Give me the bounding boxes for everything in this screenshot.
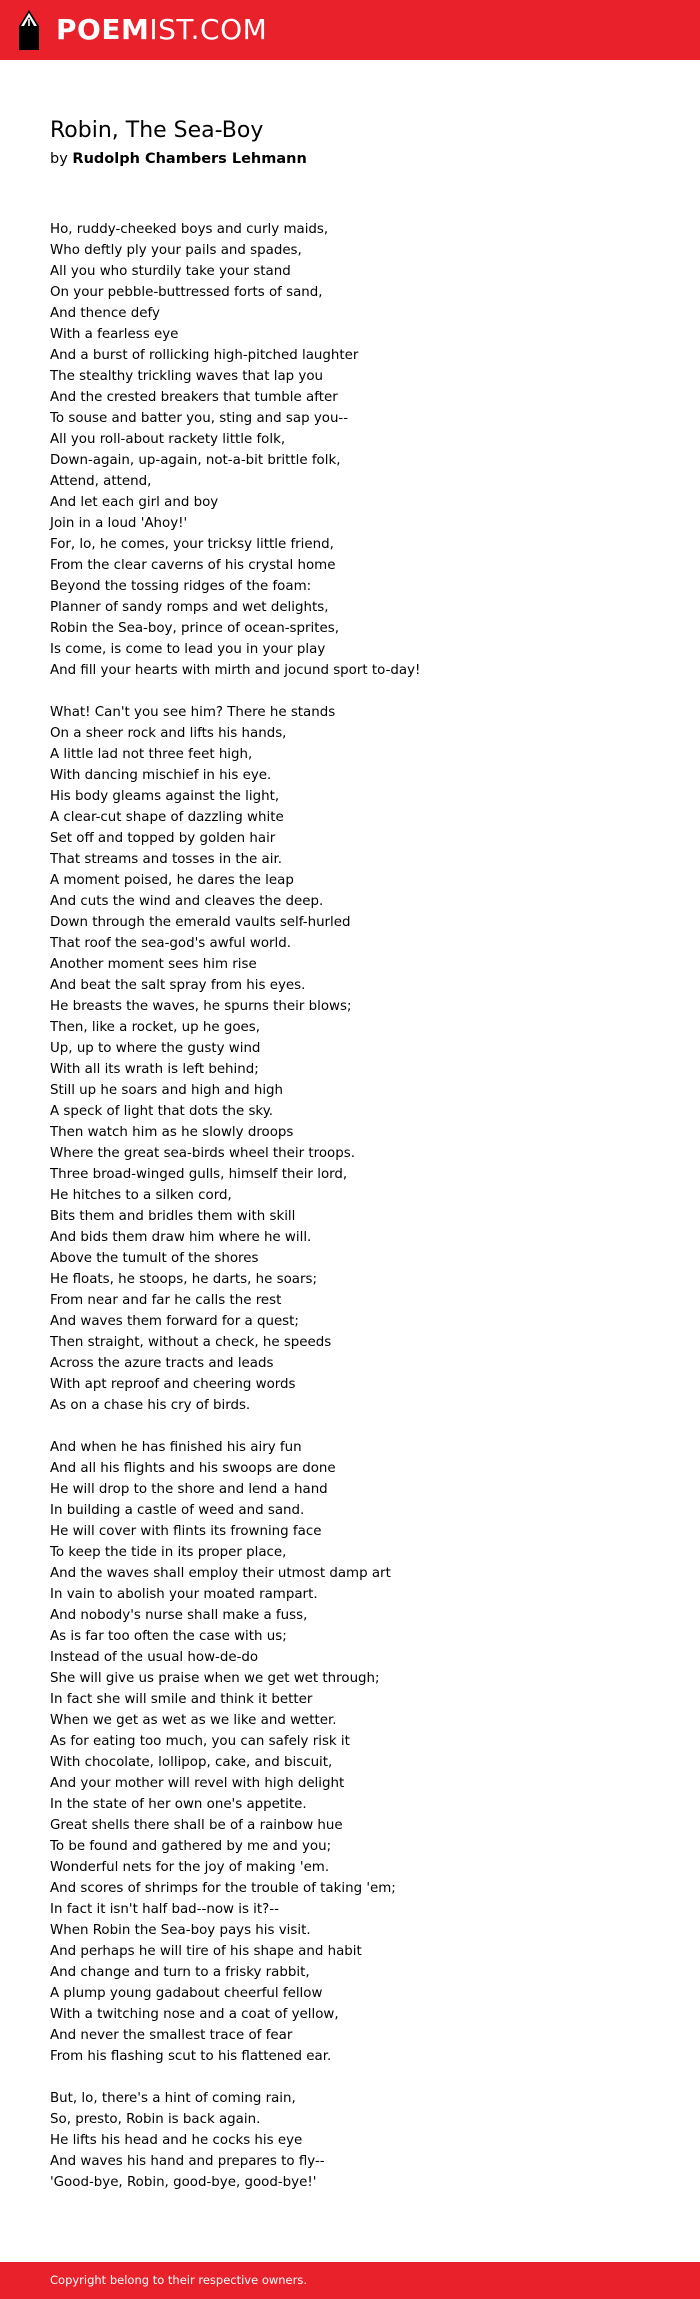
poem-line: But, lo, there's a hint of coming rain, <box>50 2091 296 2106</box>
poem-line: And never the smallest trace of fear <box>50 2028 293 2043</box>
byline <box>50 149 670 169</box>
poem-line: His body gleams against the light, <box>50 789 280 804</box>
site-header <box>0 0 700 60</box>
poem-line: Another moment sees him rise <box>50 957 257 972</box>
poem-line: A moment poised, he dares the leap <box>50 873 294 888</box>
poem-line: Above the tumult of the shores <box>50 1251 259 1266</box>
poem-line: A little lad not three feet high, <box>50 747 253 762</box>
poem-line: Then watch him as he slowly droops <box>50 1125 294 1140</box>
poem-line: Three broad-winged gulls, himself their lord, <box>50 1167 348 1182</box>
poem-line: And the waves shall employ their utmost damp art <box>50 1566 391 1581</box>
poem-line: And let each girl and boy <box>50 495 219 510</box>
poem-line: In building a castle of weed and sand. <box>50 1503 305 1518</box>
poem-line: With all its wrath is left behind; <box>50 1062 259 1077</box>
poem-line: In fact it isn't half bad--now is it?-- <box>50 1902 279 1917</box>
poem-line: On your pebble-buttressed forts of sand, <box>50 285 323 300</box>
poem-line: She will give us praise when we get wet through; <box>50 1671 380 1686</box>
poem-line: From the clear caverns of his crystal home <box>50 558 336 573</box>
poem-line: Attend, attend, <box>50 474 152 489</box>
poem-line: 'Good-bye, Robin, good-bye, good-bye!' <box>50 2175 317 2190</box>
poem-line: When we get as wet as we like and wetter. <box>50 1713 337 1728</box>
poem-line: He will drop to the shore and lend a hand <box>50 1482 328 1497</box>
poem-line: He floats, he stoops, he darts, he soars; <box>50 1272 318 1287</box>
poem-line: Then straight, without a check, he speeds <box>50 1335 332 1350</box>
poem-line: From near and far he calls the rest <box>50 1293 282 1308</box>
poem-line: Instead of the usual how-de-do <box>50 1650 259 1665</box>
logo-rest-text: IST.COM <box>149 13 268 46</box>
stanza <box>50 2088 670 2193</box>
poem-line: And the crested breakers that tumble after <box>50 390 338 405</box>
poem-line: Then, like a rocket, up he goes, <box>50 1020 261 1035</box>
poem-line: Up, up to where the gusty wind <box>50 1041 261 1056</box>
poem-line: Beyond the tossing ridges of the foam: <box>50 579 312 594</box>
by-label: by <box>50 151 68 167</box>
poem-line: That roof the sea-god's awful world. <box>50 936 291 951</box>
poem-line: As for eating too much, you can safely risk it <box>50 1734 350 1749</box>
poem-title: Robin, The Sea-Boy <box>50 118 264 143</box>
poem-line: Planner of sandy romps and wet delights, <box>50 600 329 615</box>
poem-line: And fill your hearts with mirth and jocund sport to-day! <box>50 663 421 678</box>
poem-line: Down-again, up-again, not-a-bit brittle folk, <box>50 453 341 468</box>
poem-line: As on a chase his cry of birds. <box>50 1398 251 1413</box>
poem-line: Wonderful nets for the joy of making 'em. <box>50 1860 330 1875</box>
poem-line: That streams and tosses in the air. <box>50 852 283 867</box>
poem-line: And waves them forward for a quest; <box>50 1314 299 1329</box>
author-name: Rudolph Chambers Lehmann <box>72 151 307 167</box>
poem-line: With a twitching nose and a coat of yellow, <box>50 2007 339 2022</box>
poem-line: As is far too often the case with us; <box>50 1629 287 1644</box>
stanza <box>50 1437 670 2067</box>
poem-line: He breasts the waves, he spurns their blows; <box>50 999 352 1014</box>
stanza <box>50 702 670 1416</box>
poem-body <box>50 219 670 2214</box>
site-footer <box>0 2262 700 2299</box>
poem-line: Join in a loud 'Ahoy!' <box>50 516 188 531</box>
poem-line: And perhaps he will tire of his shape and habit <box>50 1944 362 1959</box>
poem-line: What! Can't you see him? There he stands <box>50 705 336 720</box>
poem-line: In the state of her own one's appetite. <box>50 1797 307 1812</box>
poem-line: And cuts the wind and cleaves the deep. <box>50 894 324 909</box>
poem-line: From his flashing scut to his flattened ear. <box>50 2049 332 2064</box>
poem-line: In fact she will smile and think it better <box>50 1692 313 1707</box>
poem-line: And bids them draw him where he will. <box>50 1230 312 1245</box>
poem-line: Where the great sea-birds wheel their troops. <box>50 1146 355 1161</box>
site-logo-link[interactable] <box>16 9 267 51</box>
poem-line: For, lo, he comes, your tricksy little friend, <box>50 537 334 552</box>
poem-line: He hitches to a silken cord, <box>50 1188 232 1203</box>
poem-line: And your mother will revel with high delight <box>50 1776 345 1791</box>
poem-line: To be found and gathered by me and you; <box>50 1839 332 1854</box>
poem-line: And change and turn to a frisky rabbit, <box>50 1965 310 1980</box>
poem-line: With apt reproof and cheering words <box>50 1377 296 1392</box>
poem-line: With chocolate, lollipop, cake, and biscuit, <box>50 1755 333 1770</box>
poem-line: Across the azure tracts and leads <box>50 1356 274 1371</box>
poem-line: With a fearless eye <box>50 327 179 342</box>
poem-line: To keep the tide in its proper place, <box>50 1545 287 1560</box>
poem-line: On a sheer rock and lifts his hands, <box>50 726 287 741</box>
poem-line: Robin the Sea-boy, prince of ocean-sprites, <box>50 621 339 636</box>
poem-line: And thence defy <box>50 306 160 321</box>
poem-line: He will cover with flints its frowning face <box>50 1524 322 1539</box>
poem-line: The stealthy trickling waves that lap you <box>50 369 324 384</box>
copyright-text: Copyright belong to their respective owners. <box>50 2273 308 2287</box>
poem-line: And beat the salt spray from his eyes. <box>50 978 306 993</box>
site-logo-text <box>56 9 267 51</box>
poem-line: All you who sturdily take your stand <box>50 264 291 279</box>
poem-line: In vain to abolish your moated rampart. <box>50 1587 318 1602</box>
poem-line: A speck of light that dots the sky. <box>50 1104 273 1119</box>
poem-heading <box>50 116 670 169</box>
poem-line: All you roll-about rackety little folk, <box>50 432 286 447</box>
poem-line: And scores of shrimps for the trouble of taking 'em; <box>50 1881 396 1896</box>
poem-line: With dancing mischief in his eye. <box>50 768 272 783</box>
pen-nib-icon <box>16 9 42 51</box>
poem-line: And nobody's nurse shall make a fuss, <box>50 1608 308 1623</box>
poem-line: Down through the emerald vaults self-hurled <box>50 915 351 930</box>
poem-line: A plump young gadabout cheerful fellow <box>50 1986 323 2001</box>
poem-line: So, presto, Robin is back again. <box>50 2112 261 2127</box>
poem-line: When Robin the Sea-boy pays his visit. <box>50 1923 311 1938</box>
poem-line: A clear-cut shape of dazzling white <box>50 810 284 825</box>
poem-line: Is come, is come to lead you in your play <box>50 642 326 657</box>
poem-line: Great shells there shall be of a rainbow hue <box>50 1818 343 1833</box>
poem-line: And a burst of rollicking high-pitched laughter <box>50 348 359 363</box>
logo-bold-text: POEM <box>56 13 150 46</box>
poem-line: Still up he soars and high and high <box>50 1083 284 1098</box>
poem-line: Bits them and bridles them with skill <box>50 1209 296 1224</box>
poem-line: He lifts his head and he cocks his eye <box>50 2133 303 2148</box>
poem-line: Set off and topped by golden hair <box>50 831 276 846</box>
poem-line: And when he has finished his airy fun <box>50 1440 302 1455</box>
stanza <box>50 219 670 681</box>
poem-line: And all his flights and his swoops are done <box>50 1461 336 1476</box>
poem-line: Who deftly ply your pails and spades, <box>50 243 302 258</box>
poem-line: To souse and batter you, sting and sap you-- <box>50 411 349 426</box>
poem-line: And waves his hand and prepares to fly-- <box>50 2154 325 2169</box>
poem-line: Ho, ruddy-cheeked boys and curly maids, <box>50 222 329 237</box>
